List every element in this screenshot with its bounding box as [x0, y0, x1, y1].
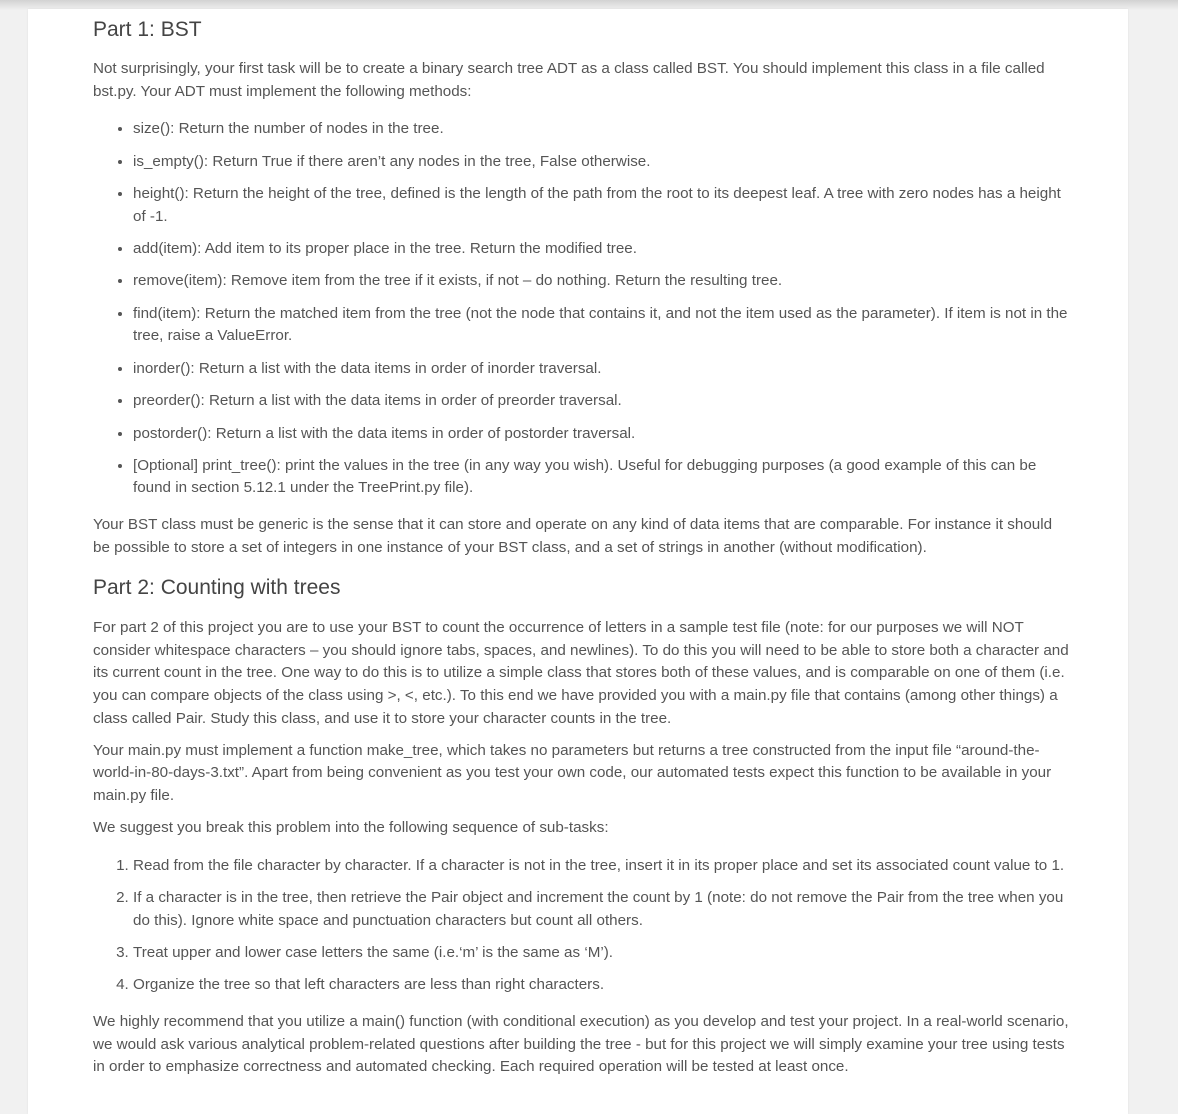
list-item: 3. Treat upper and lower case letters the same (i.e.‘m’ is the same as ‘M’). — [133, 942, 1073, 965]
document-content — [93, 9, 1073, 1079]
list-item: • inorder(): Return a list with the data items in order of inorder traversal. — [133, 358, 1073, 381]
part1-heading: Part 1: BST — [93, 18, 202, 41]
generic-note: Your BST class must be generic is the sense that it can store and operate on any kind of data items that are comparable. For instance it should be possible to store a set of integers in one instance of your BST class, and a set of strings in another (without modification). — [93, 516, 1053, 556]
document-page — [28, 9, 1128, 1114]
part2-paragraph: We suggest you break this problem into the following sequence of sub-tasks: — [93, 819, 609, 837]
list-item: • height(): Return the height of the tree, defined is the length of the path from the root to its deepest leaf. A tree with zero nodes has a height of -1. — [133, 183, 1073, 228]
steps-list — [93, 855, 1073, 997]
list-item: • remove(item): Remove item from the tree if it exists, if not – do nothing. Return the resulting tree. — [133, 270, 1073, 293]
list-item: 2. If a character is in the tree, then retrieve the Pair object and increment the count by 1 (note: do not remove the Pair from the tree when you do this). Ignore white space and punctuation characters but count all others. — [133, 887, 1073, 932]
list-item: • find(item): Return the matched item from the tree (not the node that contains it, and not the item used as the parameter). If item is not in the tree, raise a ValueError. — [133, 303, 1073, 348]
list-item: 1. Read from the file character by character. If a character is not in the tree, insert it in its proper place and set its associated count value to 1. — [133, 855, 1073, 878]
list-item: 4. Organize the tree so that left characters are less than right characters. — [133, 974, 1073, 997]
list-item: • is_empty(): Return True if there aren’t any nodes in the tree, False otherwise. — [133, 151, 1073, 174]
list-item: • preorder(): Return a list with the data items in order of preorder traversal. — [133, 390, 1073, 413]
part2-paragraph: Your main.py must implement a function make_tree, which takes no parameters but returns a tree constructed from the input file “around-the-world-in-80-days-3.txt”. Apart from being convenient as you test your own code, our automated tests expect this function to be available in your main.py file. — [93, 741, 1052, 804]
list-item: • add(item): Add item to its proper place in the tree. Return the modified tree. — [133, 238, 1073, 261]
list-item: • postorder(): Return a list with the data items in order of postorder traversal. — [133, 423, 1073, 446]
part2-heading: Part 2: Counting with trees — [93, 576, 341, 600]
list-item: • [Optional] print_tree(): print the values in the tree (in any way you wish). Useful for debugging purposes (a good example of this can be found in section 5.12.1 under the TreePrint.py file). — [133, 455, 1073, 500]
part1-intro: Not surprisingly, your first task will be to create a binary search tree ADT as a class called BST. You should implement this class in a file called bst.py. Your ADT must implement the following methods: — [93, 60, 1045, 100]
part2-paragraph: We highly recommend that you utilize a main() function (with conditional execution) as you develop and test your project. In a real-world scenario, we would ask various analytical problem-related questions after building the tree - but for this project we will simply examine your tree using tests in order to emphasize correctness and automated checking. Each required operation will be tested at least once. — [93, 1012, 1069, 1076]
methods-list — [93, 118, 1073, 500]
part2-paragraph: For part 2 of this project you are to use your BST to count the occurrence of letters in a sample test file (note: for our purposes we will NOT consider whitespace characters – you should ignore tabs, spaces, and newlines). To do this you will need to be able to store both a character and its current count in the tree. One way to do this is to utilize a simple class that stores both of these values, and is comparable on one of them (i.e. you can compare objects of the class using >, <, etc.). To this end we have provided you with a main.py file that contains (among other things) a class called Pair. Study this class, and use it to store your character counts in the tree. — [93, 619, 1069, 727]
list-item: • size(): Return the number of nodes in the tree. — [133, 118, 1073, 141]
